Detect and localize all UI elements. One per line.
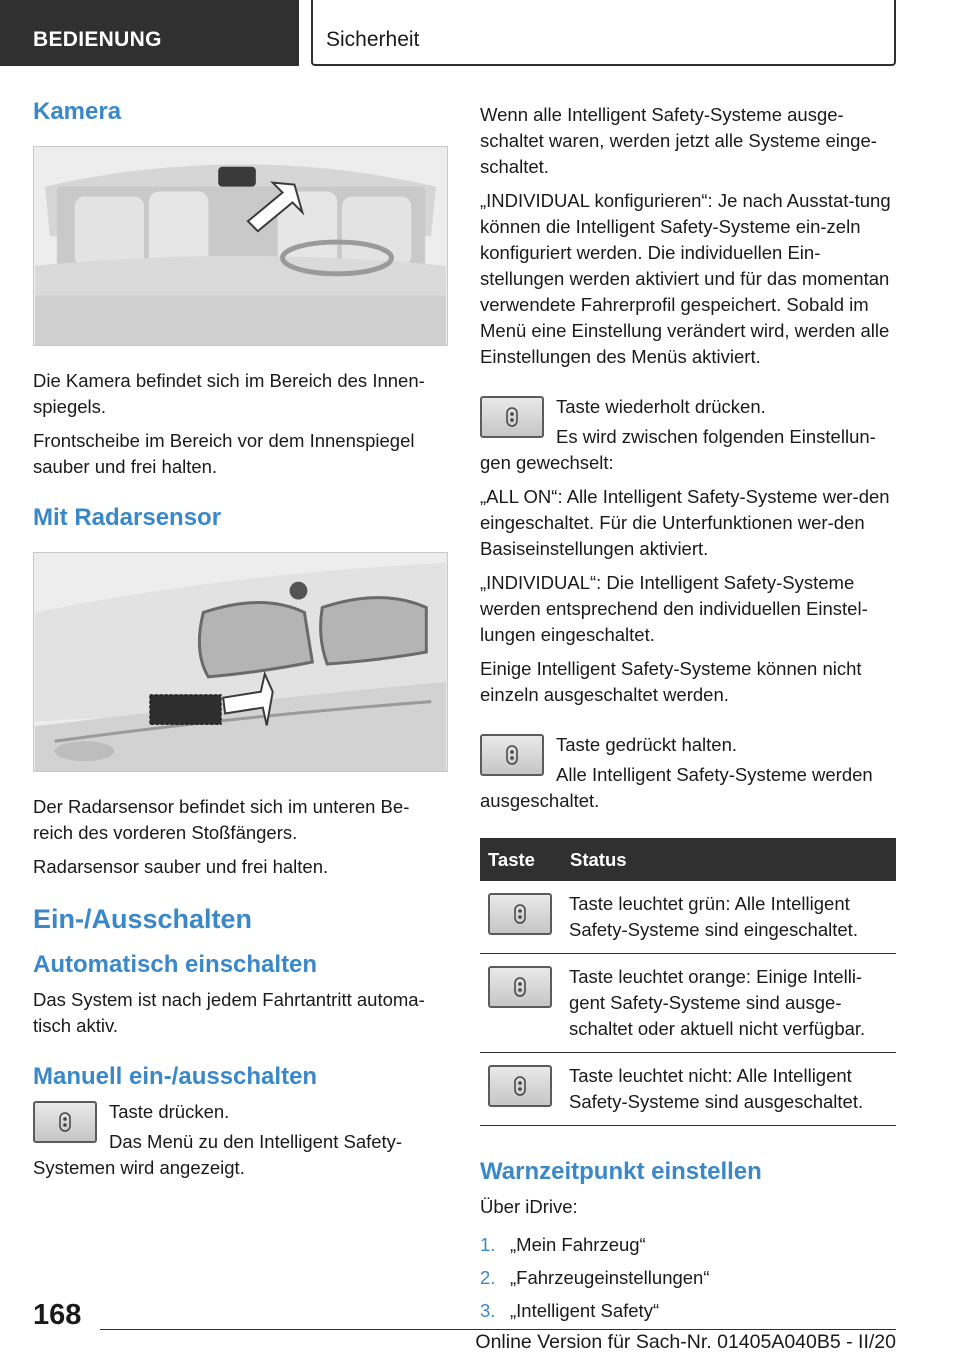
warn-intro: Über iDrive:: [480, 1196, 578, 1217]
hold-result-text: Alle Intelligent Safety-Systeme werden ausgeschaltet.: [480, 764, 873, 811]
safety-button-icon: [488, 1065, 552, 1107]
manual-step-text: Taste drücken.: [109, 1101, 230, 1122]
heading-radarsensor: Mit Radarsensor: [33, 504, 222, 531]
table-row: [480, 954, 896, 1053]
manual-result-text: Das Menü zu den Intelligent Safety-Systemen wird angezeigt.: [33, 1131, 403, 1178]
manual-step-row: [33, 1099, 448, 1181]
footer-version-text: Online Version für Sach-Nr. 01405A040B5 - II/20: [475, 1331, 896, 1353]
footer-divider: [100, 1329, 896, 1330]
list-item: [480, 1232, 896, 1258]
auto-paragraph: Das System ist nach jedem Fahrtantritt automa-tisch aktiv.: [33, 989, 425, 1036]
hold-step-text: Taste gedrückt halten.: [556, 734, 737, 755]
table-cell-status: Taste leuchtet nicht: Alle Intelligent Safety-Systeme sind ausgeschaltet.: [562, 1053, 896, 1126]
step-text: „Mein Fahrzeug“: [510, 1234, 646, 1255]
section-tab: BEDIENUNG: [0, 0, 299, 66]
camera-paragraph-1: Die Kamera befindet sich im Bereich des Innen-spiegels.: [33, 370, 425, 417]
step-number: 1.: [480, 1234, 496, 1255]
heading-automatisch-einschalten: Automatisch einschalten: [33, 951, 318, 978]
chapter-title: Sicherheit: [311, 0, 896, 66]
page-number: 168: [33, 1299, 82, 1331]
individual-paragraph: „INDIVIDUAL“: Die Intelligent Safety-Systeme werden entsprechend den individuellen Einstel-lungen eingeschaltet.: [480, 572, 868, 645]
step-text: „Fahrzeugeinstellungen“: [510, 1267, 710, 1288]
repeat-result-text: Es wird zwischen folgenden Einstellun-gen gewechselt:: [480, 426, 876, 473]
camera-location-illustration: [33, 146, 448, 346]
table-cell-status: Taste leuchtet orange: Einige Intelli-gent Safety-Systeme sind ausge-schaltet oder aktuell nicht verfügbar.: [562, 954, 896, 1053]
table-row: [480, 881, 896, 954]
safety-button-icon: [488, 966, 552, 1008]
hold-step-row: [480, 732, 896, 814]
table-cell-icon: [480, 954, 562, 1053]
safety-button-icon: [480, 396, 544, 438]
left-column: [33, 98, 448, 1189]
heading-manuell-ein-ausschalten: Manuell ein-/ausschalten: [33, 1063, 318, 1090]
table-cell-icon: [480, 1053, 562, 1126]
step-text: „Intelligent Safety“: [510, 1300, 660, 1321]
safety-button-icon: [488, 893, 552, 935]
radar-paragraph-2: Radarsensor sauber und frei halten.: [33, 856, 329, 877]
table-header-taste: Taste: [480, 838, 562, 881]
repeat-step-row: [480, 394, 896, 476]
right-paragraph-1: Wenn alle Intelligent Safety-Systeme ausge-schaltet waren, werden jetzt alle Systeme einge-schaltet.: [480, 104, 877, 177]
idrive-steps-list: [480, 1232, 896, 1324]
safety-button-icon: [33, 1101, 97, 1143]
table-cell-icon: [480, 881, 562, 954]
step-number: 2.: [480, 1267, 496, 1288]
right-paragraph-2: „INDIVIDUAL konfigurieren“: Je nach Ausstat-tung können die Intelligent Safety-Systeme ein-zeln konfiguriert werden. Die individuellen Ein-stellungen werden aktiviert und für das momentan verwendete Fahrerprofil gespeichert. Sobald im Menü eine Einstellung verändert wird, werden alle Einstellungen des Menüs aktiviert.: [480, 190, 891, 367]
step-number: 3.: [480, 1300, 496, 1321]
all-on-paragraph: „ALL ON“: Alle Intelligent Safety-Systeme wer-den eingeschaltet. Für die Unterfunktionen wer-den Basiseinstellungen aktiviert.: [480, 486, 890, 559]
heading-ein-ausschalten: Ein-/Ausschalten: [33, 904, 253, 934]
heading-kamera: Kamera: [33, 98, 122, 125]
safety-button-icon: [480, 734, 544, 776]
heading-warnzeitpunkt: Warnzeitpunkt einstellen: [480, 1158, 762, 1185]
table-row: [480, 1053, 896, 1126]
radar-paragraph-1: Der Radarsensor befindet sich im unteren Be-reich des vorderen Stoßfängers.: [33, 796, 410, 843]
repeat-step-text: Taste wiederholt drücken.: [556, 396, 766, 417]
page-header: [0, 0, 960, 66]
table-header-status: Status: [562, 838, 896, 881]
camera-paragraph-2: Frontscheibe im Bereich vor dem Innenspiegel sauber und frei halten.: [33, 430, 415, 477]
list-item: [480, 1298, 896, 1324]
list-item: [480, 1265, 896, 1291]
note-paragraph: Einige Intelligent Safety-Systeme können nicht einzeln ausgeschaltet werden.: [480, 658, 862, 705]
radar-sensor-illustration: [33, 552, 448, 772]
button-status-table: [480, 838, 896, 1126]
table-header-row: [480, 838, 896, 881]
right-column: [480, 102, 896, 1331]
table-cell-status: Taste leuchtet grün: Alle Intelligent Safety-Systeme sind eingeschaltet.: [562, 881, 896, 954]
